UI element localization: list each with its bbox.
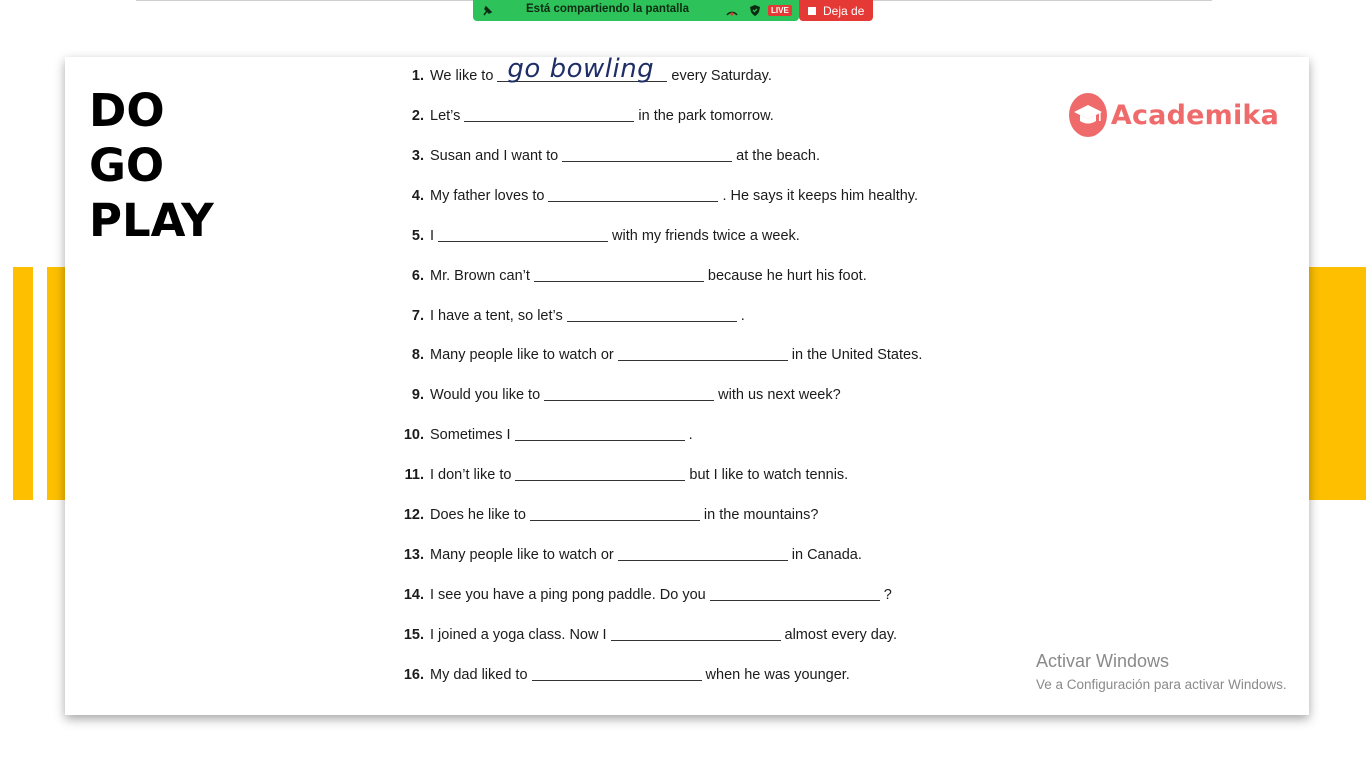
exercise-text: Does he like to [430,507,526,523]
exercise-text: My dad liked to [430,667,528,683]
answer-blank [618,545,788,561]
exercise-number: 9. [411,387,424,403]
academika-logo [1069,91,1279,139]
exercise-text: in Canada. [791,547,862,563]
exercise-text: . He says it keeps him healthy. [722,188,919,204]
exercise-text: Would you like to [430,387,541,403]
exercise-text: in the mountains? [703,507,819,523]
exercise-number: 11. [404,467,424,483]
graduation-cap-icon [1069,93,1107,137]
stop-sharing-button[interactable] [799,0,873,21]
exercise-text: almost every day. [784,627,898,643]
exercise-item [390,504,818,526]
exercise-text: at the beach. [736,148,821,164]
exercise-item [390,225,800,247]
exercise-number: 8. [411,347,424,363]
exercise-text: every Saturday. [671,68,772,84]
exercise-text: but I like to watch tennis. [689,467,849,483]
exercise-item [390,544,862,566]
exercise-number: 14. [403,587,424,603]
exercise-item [390,624,897,646]
exercise-item [390,584,892,606]
slide [65,54,1309,715]
exercise-item [390,424,693,446]
exercise-number: 3. [411,148,424,164]
exercise-text: Many people like to watch or [430,347,614,363]
exercise-item [390,384,841,406]
exercise-item [390,145,820,167]
exercise-text: Sometimes I [430,427,511,443]
exercise-number: 15. [403,627,424,643]
answer-blank [464,106,634,122]
exercise-item [390,664,850,686]
answer-blank [497,54,667,84]
exercise-item [390,54,772,87]
accent-bar-right [1309,267,1366,500]
answer-blank [562,146,732,162]
exercise-text: We like to [430,68,494,84]
exercise-text: Susan and I want to [430,148,559,164]
exercise-text: with my friends twice a week. [612,228,800,244]
exercise-number: 12. [403,507,424,523]
windows-activation-subtitle: Ve a Configuración para activar Windows. [1036,677,1287,692]
handwritten-answer: go bowling [507,54,655,84]
exercise-text: I [430,228,435,244]
exercise-text: I don’t like to [430,467,512,483]
exercise-text: Let’s [430,108,461,124]
exercise-number: 2. [411,108,424,124]
exercise-text: . [688,427,693,443]
title-line-go: GO [89,139,165,192]
answer-blank [532,665,702,681]
answer-blank [544,385,714,401]
title-line-play: PLAY [89,194,214,247]
exercise-item [390,344,922,366]
exercise-text: I see you have a ping pong paddle. Do you [430,587,706,603]
exercise-number: 7. [411,308,424,324]
exercise-text: Many people like to watch or [430,547,614,563]
exercise-text: Mr. Brown can’t [430,268,530,284]
answer-blank [534,266,704,282]
logo-text: Academika [1110,99,1279,131]
exercise-number: 16. [403,667,424,683]
share-status-text: Está compartiendo la pantalla [526,3,689,15]
exercise-item [390,464,848,486]
exercise-text: ? [883,587,892,603]
answer-blank [515,465,685,481]
exercise-text: I joined a yoga class. Now I [430,627,607,643]
exercise-text: I have a tent, so let’s [430,308,563,324]
exercise-item [390,185,918,207]
exercise-number: 1. [411,68,424,84]
pin-icon[interactable] [481,4,493,22]
stop-sharing-label: Deja de [823,3,865,18]
answer-blank [567,306,737,322]
exercise-text: in the United States. [791,347,923,363]
answer-blank [548,186,718,202]
stop-icon [808,7,816,15]
answer-blank [530,505,700,521]
exercise-number: 4. [411,188,424,204]
answer-blank [515,425,685,441]
exercise-text: with us next week? [718,387,841,403]
accent-bar-left-2 [47,267,65,500]
shield-icon [749,4,761,22]
windows-activation-title: Activar Windows [1036,651,1170,671]
exercise-number: 6. [411,268,424,284]
exercise-text: because he hurt his foot. [707,268,867,284]
exercise-item [390,105,774,127]
exercise-text: My father loves to [430,188,545,204]
exercise-item [390,265,867,287]
exercise-text: . [740,308,745,324]
answer-blank [611,625,781,641]
live-badge: LIVE [768,5,792,16]
exercise-number: 5. [411,228,424,244]
title-line-do: DO [89,84,165,137]
answer-blank [618,345,788,361]
slide-title [89,83,214,248]
exercise-number: 10. [403,427,424,443]
exercise-number: 13. [403,547,424,563]
exercise-text: when he was younger. [705,667,850,683]
exercise-text: in the park tomorrow. [638,108,774,124]
exercise-item [390,305,745,327]
signal-icon [725,4,739,22]
answer-blank [710,585,880,601]
screen-share-bar[interactable] [473,0,799,21]
answer-blank [438,226,608,242]
accent-bar-left-1 [13,267,33,500]
